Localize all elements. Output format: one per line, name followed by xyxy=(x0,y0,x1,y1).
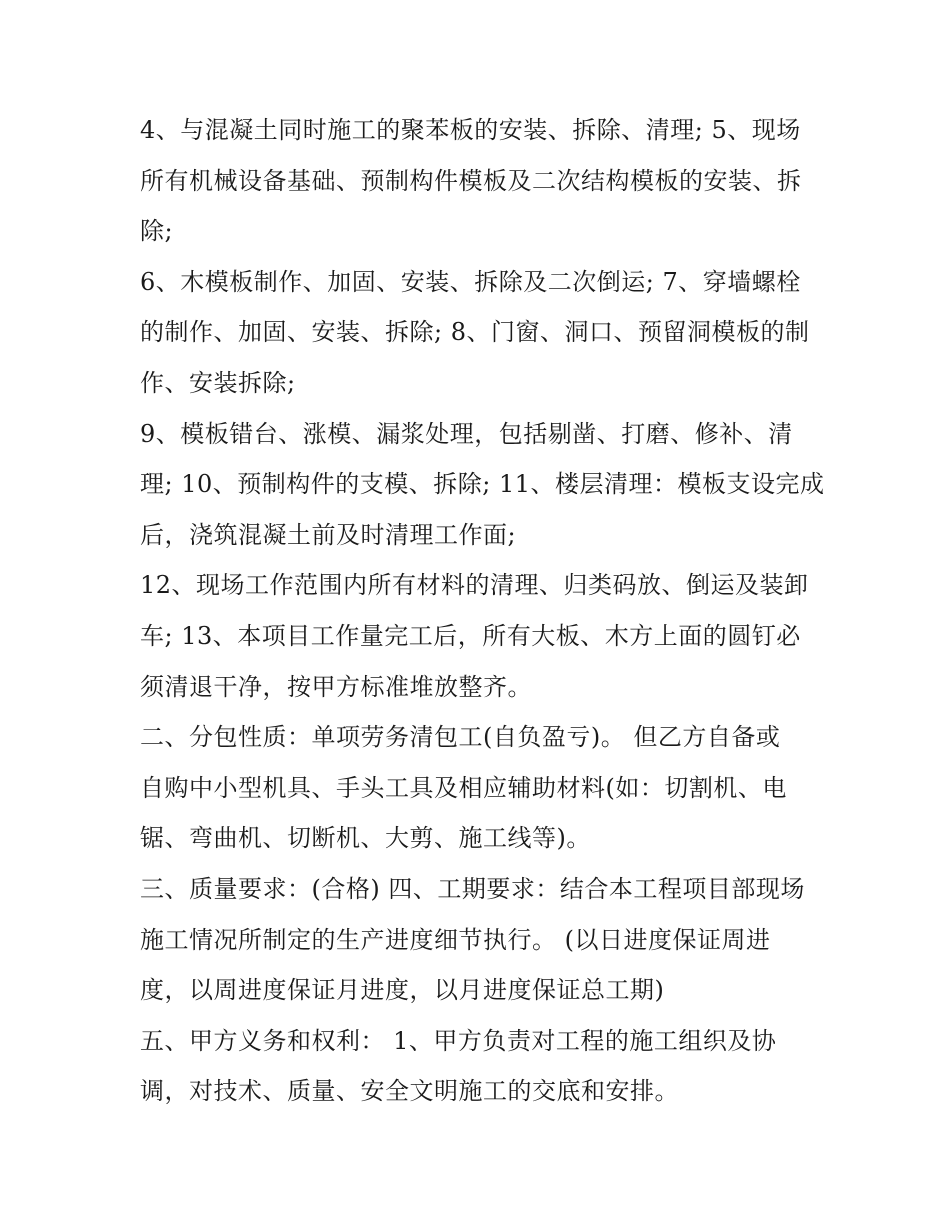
text-line: 车; 13、本项目工作量完工后，所有大板、木方上面的圆钉必 xyxy=(140,621,801,650)
text-line: 9、模板错台、涨模、漏浆处理，包括剔凿、打磨、修补、清 xyxy=(140,419,793,448)
text-line: 12、现场工作范围内所有材料的清理、归类码放、倒运及装卸 xyxy=(140,571,809,600)
text-line: 作、安装拆除; xyxy=(140,368,296,397)
text-line: 后，浇筑混凝土前及时清理工作面; xyxy=(140,520,517,549)
text-line: 自购中小型机具、手头工具及相应辅助材料(如：切割机、电 xyxy=(140,773,787,802)
text-line: 二、分包性质：单项劳务清包工(自负盈亏)。 但乙方自备或 xyxy=(140,723,781,752)
text-line: 须清退干净，按甲方标准堆放整齐。 xyxy=(140,672,532,701)
text-line: 施工情况所制定的生产进度细节执行。 (以日进度保证周进 xyxy=(140,925,771,954)
text-line: 除; xyxy=(140,217,174,246)
text-line: 的制作、加固、安装、拆除; 8、门窗、洞口、预留洞模板的制 xyxy=(140,318,810,347)
text-line: 度，以周进度保证月进度，以月进度保证总工期) xyxy=(140,976,665,1005)
text-line: 6、木模板制作、加固、安装、拆除及二次倒运; 7、穿墙螺栓 xyxy=(140,267,801,296)
text-line: 五、甲方义务和权利： 1、甲方负责对工程的施工组织及协 xyxy=(140,1026,777,1055)
text-line: 4、与混凝土同时施工的聚苯板的安装、拆除、清理; 5、现场 xyxy=(140,116,801,144)
text-line: 调，对技术、质量、安全文明施工的交底和安排。 xyxy=(140,1077,679,1106)
text-line: 三、质量要求：(合格) 四、工期要求：结合本工程项目部现场 xyxy=(140,874,805,903)
text-line: 理; 10、预制构件的支模、拆除; 11、楼层清理：模板支设完成 xyxy=(140,470,825,499)
document-body xyxy=(140,105,825,1117)
text-line: 锯、弯曲机、切断机、大剪、施工线等)。 xyxy=(140,824,591,853)
text-line: 所有机械设备基础、预制构件模板及二次结构模板的安装、拆 xyxy=(140,166,802,195)
